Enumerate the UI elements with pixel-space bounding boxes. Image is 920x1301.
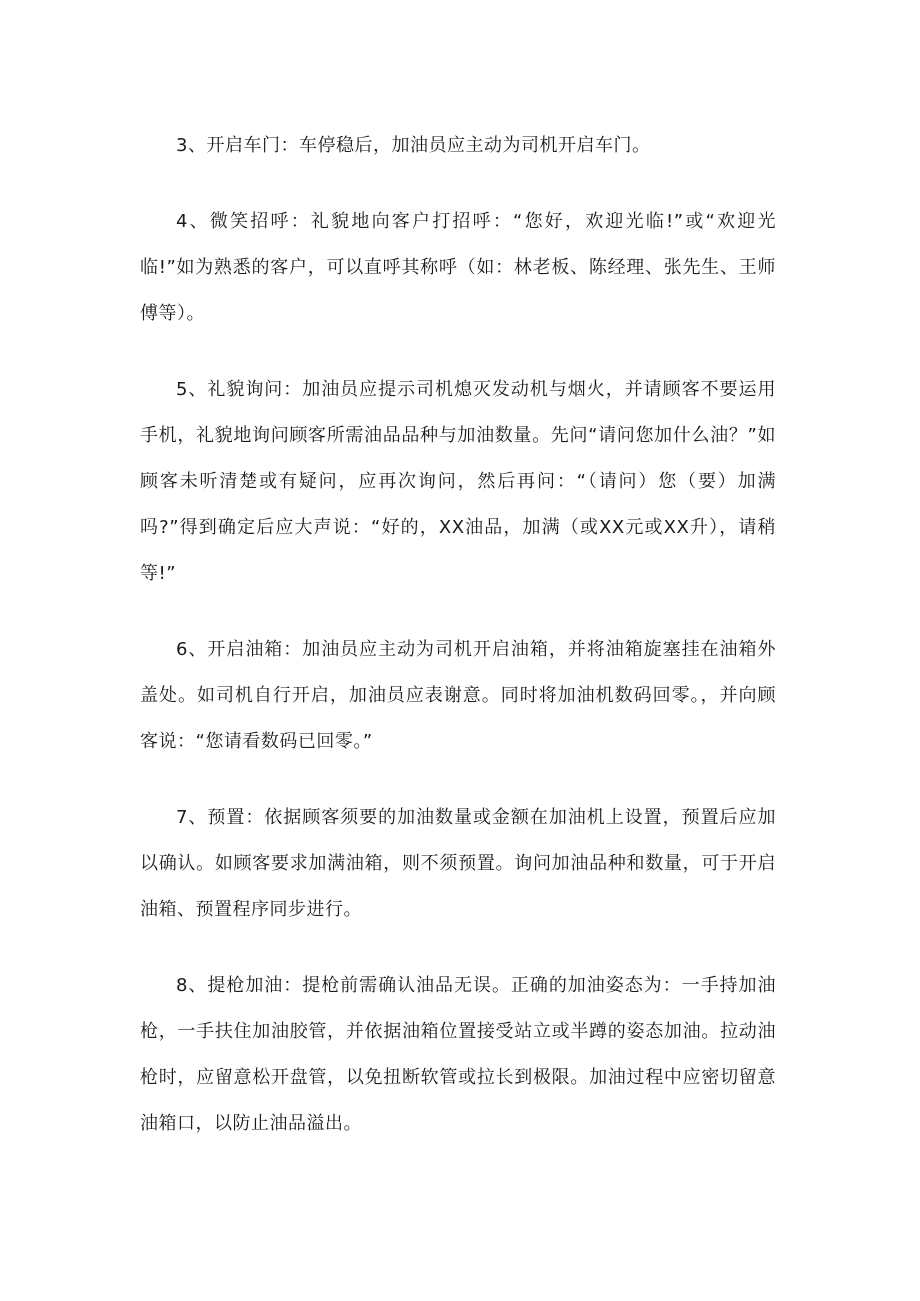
paragraph-step-5: 5、礼貌询问：加油员应提示司机熄灭发动机与烟火，并请顾客不要运用手机，礼貌地询问顾客所需油品品种与加油数量。先问“请问您加什么油？”如顾客未听清楚或有疑问，应再次询问，然后再问：“（请问）您（要）加满吗?”得到确定后应大声说：“好的，XX油品，加满（或XX元或XX升），请稍等!” [140,379,776,584]
paragraph-step-6: 6、开启油箱：加油员应主动为司机开启油箱，并将油箱旋塞挂在油箱外盖处。如司机自行开启，加油员应表谢意。同时将加油机数码回零。，并向顾客说：“您请看数码已回零。” [140,639,776,752]
paragraph-step-8: 8、提枪加油：提枪前需确认油品无误。正确的加油姿态为：一手持加油枪，一手扶住加油胶管，并依据油箱位置接受站立或半蹲的姿态加油。拉动油枪时，应留意松开盘管，以免扭断软管或拉长到极限。加油过程中应密切留意油箱口，以防止油品溢出。 [140,975,776,1134]
document-body [140,123,776,1177]
paragraph-step-7: 7、预置：依据顾客须要的加油数量或金额在加油机上设置，预置后应加以确认。如顾客要求加满油箱，则不须预置。询问加油品种和数量，可于开启油箱、预置程序同步进行。 [140,807,776,920]
paragraph-step-3: 3、开启车门：车停稳后，加油员应主动为司机开启车门。 [176,135,651,156]
paragraph-step-4: 4、微笑招呼：礼貌地向客户打招呼：“您好，欢迎光临!”或“欢迎光临!”如为熟悉的客户，可以直呼其称呼（如：林老板、陈经理、张先生、王师傅等）。 [140,211,776,324]
